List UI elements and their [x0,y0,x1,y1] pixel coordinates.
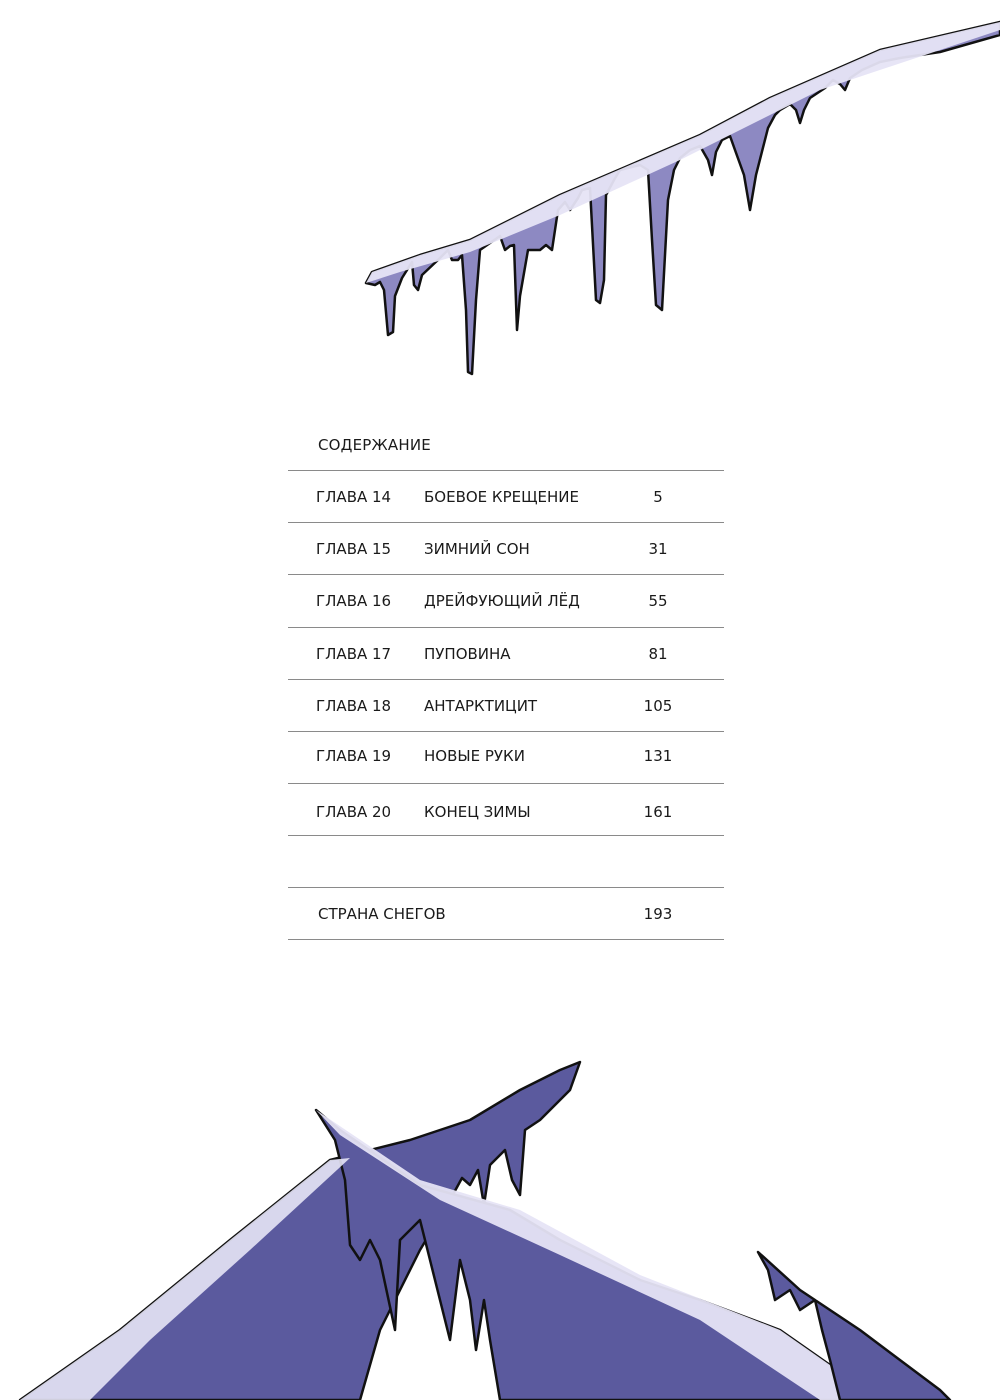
toc-entry-extra[interactable] [288,889,724,941]
page-number: 161 [643,803,673,821]
toc-entry[interactable] [288,681,724,733]
icicle-highlight-top [366,22,1000,283]
chapter-title: ПУПОВИНА [424,645,511,663]
toc-entry[interactable] [288,731,724,783]
page-number: 55 [648,592,668,610]
divider [288,522,724,523]
toc-entry[interactable] [288,576,724,628]
chapter-title: НОВЫЕ РУКИ [424,747,525,765]
icicle-illustration-top [0,0,1000,400]
divider [288,835,724,836]
chapter-number: ГЛАВА 14 [316,488,392,506]
chapter-title: ДРЕЙФУЮЩИЙ ЛЁД [424,592,580,610]
divider [288,627,724,628]
page-number: 131 [643,747,673,765]
chapter-title: АНТАРКТИЦИТ [424,697,538,715]
page-number: 193 [643,905,673,923]
toc-entry[interactable] [288,524,724,576]
toc-title: СОДЕРЖАНИЕ [318,436,431,454]
chapter-title: ЗИМНИЙ СОН [424,540,530,558]
divider [288,679,724,680]
toc-entry[interactable] [288,472,724,524]
chapter-number: ГЛАВА 16 [316,592,392,610]
chapter-number: ГЛАВА 18 [316,697,392,715]
page-number: 105 [643,697,673,715]
toc-entry[interactable] [288,629,724,681]
toc-entry[interactable] [288,787,724,839]
chapter-number: ГЛАВА 15 [316,540,392,558]
chapter-title: БОЕВОЕ КРЕЩЕНИЕ [424,488,579,506]
divider [288,783,724,784]
chapter-number: ГЛАВА 19 [316,747,392,765]
chapter-number: ГЛАВА 20 [316,803,392,821]
section-title: СТРАНА СНЕГОВ [318,905,446,923]
page-number: 31 [648,540,668,558]
divider [288,939,724,940]
icicle-illustration-bottom [0,1050,1000,1400]
divider [288,574,724,575]
page-number: 5 [653,488,663,506]
chapter-number: ГЛАВА 17 [316,645,392,663]
divider [288,470,724,471]
chapter-title: КОНЕЦ ЗИМЫ [424,803,531,821]
icicle-branch-top [366,22,1000,374]
page-number: 81 [648,645,668,663]
divider [288,887,724,888]
